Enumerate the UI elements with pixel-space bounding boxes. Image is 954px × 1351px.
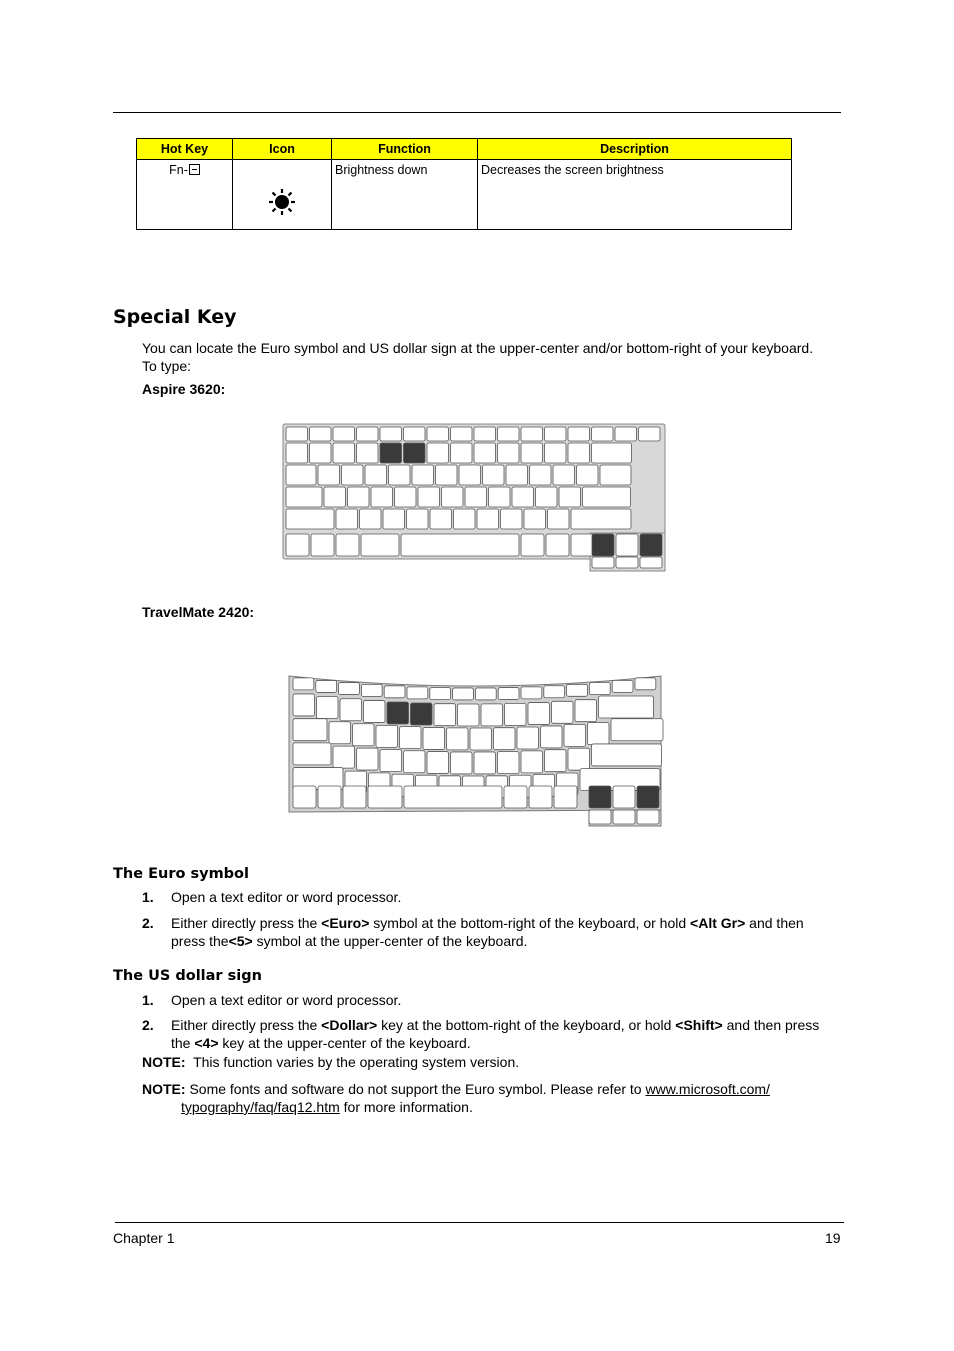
key	[474, 752, 496, 774]
key	[592, 557, 614, 568]
col-icon-header: Icon	[233, 139, 332, 160]
euro-title: The Euro symbol	[113, 866, 249, 882]
key	[451, 443, 473, 463]
key	[521, 751, 543, 773]
key	[521, 687, 542, 699]
dollar-step2-a: Either directly press the	[171, 1017, 322, 1033]
key	[453, 688, 474, 700]
key	[357, 748, 379, 770]
key	[588, 723, 610, 745]
key	[583, 487, 631, 507]
key	[521, 534, 544, 556]
key	[430, 688, 451, 700]
euro-step2-e: and then	[745, 915, 804, 931]
key	[546, 534, 569, 556]
note-1-text: This function varies by the operating system version.	[193, 1054, 520, 1070]
key	[368, 786, 402, 808]
function-text: Brightness down	[335, 163, 428, 177]
key	[589, 810, 611, 824]
key	[407, 687, 428, 699]
aspire-keyboard-illustration	[282, 423, 667, 573]
table-header-row	[137, 139, 792, 160]
key	[401, 534, 519, 556]
dollar-step2-number: 2.	[142, 1017, 154, 1033]
key	[474, 427, 496, 441]
section-title: Special Key	[113, 306, 237, 328]
key	[575, 700, 597, 722]
four-key-label: <4>	[194, 1034, 219, 1051]
dollar-step1-text: Open a text editor or word processor.	[171, 992, 402, 1008]
key	[436, 465, 458, 485]
key	[316, 680, 337, 692]
key	[361, 684, 382, 696]
key	[498, 427, 520, 441]
key	[286, 427, 308, 441]
key	[553, 465, 575, 485]
key	[568, 443, 590, 463]
currency-key	[592, 534, 614, 556]
key	[577, 465, 599, 485]
key	[400, 727, 422, 749]
key	[536, 487, 558, 507]
model-label-aspire: Aspire 3620:	[142, 381, 226, 397]
key	[427, 427, 449, 441]
travelmate-keyboard-illustration	[285, 670, 665, 830]
dollar-step2-c: key at the bottom-right of the keyboard, or hold	[377, 1017, 676, 1033]
key	[371, 487, 393, 507]
currency-key	[380, 443, 402, 463]
key	[564, 724, 586, 746]
key	[541, 726, 563, 748]
key	[434, 704, 456, 726]
key	[612, 680, 633, 692]
key	[545, 443, 567, 463]
key	[427, 443, 449, 463]
key	[286, 509, 334, 529]
key	[423, 727, 445, 749]
note-1	[142, 1054, 519, 1070]
col-hotkey-header: Hot Key	[137, 139, 233, 160]
key	[333, 427, 355, 441]
key	[616, 534, 638, 556]
euro-key-label: <Euro>	[321, 915, 370, 931]
description-text: Decreases the screen brightness	[481, 163, 664, 177]
key	[329, 722, 351, 744]
key	[524, 509, 546, 529]
key	[310, 443, 332, 463]
function-cell	[332, 160, 478, 230]
euro-step2-a: Either directly press the	[171, 915, 322, 931]
key	[592, 744, 662, 766]
key	[477, 509, 499, 529]
key	[592, 427, 614, 441]
currency-key	[637, 786, 659, 808]
euro-step1-number: 1.	[142, 889, 154, 905]
key	[512, 487, 534, 507]
key	[357, 427, 379, 441]
key	[418, 487, 440, 507]
col-function-header: Function	[332, 139, 478, 160]
key	[517, 727, 539, 749]
key	[293, 678, 314, 690]
euro-step1-text: Open a text editor or word processor.	[171, 889, 402, 905]
key	[554, 786, 577, 808]
key	[521, 427, 543, 441]
key	[293, 743, 331, 765]
key	[361, 534, 399, 556]
key	[310, 427, 332, 441]
note-2	[142, 1080, 842, 1116]
key	[559, 487, 581, 507]
key	[505, 703, 527, 725]
key	[501, 509, 523, 529]
key	[333, 443, 355, 463]
key	[364, 701, 386, 723]
key	[336, 534, 359, 556]
key	[286, 534, 309, 556]
dollar-step2-h: key at the upper-center of the keyboard.	[218, 1034, 471, 1051]
key	[545, 427, 567, 441]
shift-key-label: <Shift>	[675, 1017, 723, 1033]
key	[571, 509, 631, 529]
key	[506, 465, 528, 485]
key	[498, 752, 520, 774]
key	[353, 724, 375, 746]
key	[459, 465, 481, 485]
key	[568, 748, 590, 770]
currency-key	[387, 702, 409, 724]
key	[504, 786, 527, 808]
key	[567, 684, 588, 696]
key	[380, 427, 402, 441]
key	[451, 427, 473, 441]
key	[286, 487, 322, 507]
currency-key	[411, 703, 433, 725]
key	[412, 465, 434, 485]
key	[343, 786, 366, 808]
col-description-header: Description	[478, 139, 792, 160]
key	[615, 427, 637, 441]
note-2-text-a: Some fonts and software do not support the Euro symbol. Please refer to	[189, 1081, 646, 1097]
intro-line-1: You can locate the Euro symbol and US dollar sign at the upper-center and/or bottom-right of your keyboard.	[142, 340, 814, 356]
footer-page-number: 19	[825, 1230, 841, 1246]
description-cell	[478, 160, 792, 230]
key	[348, 487, 370, 507]
key	[458, 704, 480, 726]
key	[380, 750, 402, 772]
key	[465, 487, 487, 507]
key	[571, 534, 594, 556]
key	[311, 534, 334, 556]
key	[616, 557, 638, 568]
key	[568, 427, 590, 441]
key	[521, 443, 543, 463]
dollar-step2-e: and then press	[722, 1017, 820, 1033]
key	[395, 487, 417, 507]
key	[639, 427, 661, 441]
dollar-title: The US dollar sign	[113, 968, 262, 984]
currency-key	[589, 786, 611, 808]
key	[447, 728, 469, 750]
key	[529, 786, 552, 808]
dollar-step2-f: the	[171, 1034, 195, 1051]
icon-cell	[233, 160, 332, 230]
key	[324, 487, 346, 507]
key	[635, 678, 656, 690]
key	[589, 683, 610, 695]
key	[342, 465, 364, 485]
key	[333, 746, 355, 768]
key	[494, 728, 516, 750]
dollar-step2-text	[171, 1017, 843, 1052]
key	[637, 810, 659, 824]
key	[451, 752, 473, 774]
key	[293, 694, 315, 716]
key	[592, 443, 632, 463]
key	[404, 751, 426, 773]
key	[317, 697, 339, 719]
key	[498, 688, 519, 700]
key	[613, 810, 635, 824]
top-rule	[113, 112, 841, 113]
key	[548, 509, 570, 529]
key	[454, 509, 476, 529]
key	[470, 728, 492, 750]
key	[357, 443, 379, 463]
key	[293, 719, 327, 741]
altgr-key-label: <Alt Gr>	[690, 915, 746, 931]
key	[286, 465, 316, 485]
table-row	[137, 160, 792, 230]
hotkey-text: Fn-	[169, 163, 188, 177]
key	[489, 487, 511, 507]
key	[340, 699, 362, 721]
key	[552, 701, 574, 723]
key	[545, 750, 567, 772]
key	[365, 465, 387, 485]
key	[442, 487, 464, 507]
euro-step2-c: symbol at the bottom-right of the keyboard, or hold	[369, 915, 691, 931]
key	[528, 703, 550, 725]
euro-step2-number: 2.	[142, 915, 154, 931]
microsoft-link-part2[interactable]: typography/faq/faq12.htm	[181, 1099, 340, 1115]
model-label-travelmate: TravelMate 2420:	[142, 604, 255, 620]
key	[613, 786, 635, 808]
hotkey-table	[136, 138, 792, 230]
footer-rule	[115, 1222, 844, 1223]
sun-brightness-icon	[233, 160, 331, 226]
key	[599, 696, 654, 718]
key	[544, 686, 565, 698]
key	[404, 427, 426, 441]
key	[339, 683, 360, 695]
key	[293, 786, 316, 808]
key	[286, 443, 308, 463]
euro-step2-text	[171, 915, 843, 950]
key	[611, 719, 663, 741]
key	[336, 509, 358, 529]
key	[498, 443, 520, 463]
note-1-label: NOTE:	[142, 1054, 186, 1070]
key	[389, 465, 411, 485]
key	[404, 786, 502, 808]
key	[376, 725, 398, 747]
key	[318, 786, 341, 808]
intro-line-2: To type:	[142, 358, 192, 374]
key	[600, 465, 631, 485]
brightness-key-icon	[189, 164, 200, 175]
euro-step2-f: press the	[171, 932, 229, 949]
key	[475, 688, 496, 700]
euro-step2-h: symbol at the upper-center of the keyboard.	[252, 932, 528, 949]
hotkey-cell	[137, 160, 233, 230]
key	[530, 465, 552, 485]
key	[474, 443, 496, 463]
microsoft-link-part1[interactable]: www.microsoft.com/	[645, 1081, 770, 1097]
key	[407, 509, 429, 529]
dollar-step1-number: 1.	[142, 992, 154, 1008]
key	[481, 704, 503, 726]
key	[360, 509, 382, 529]
currency-key	[404, 443, 426, 463]
currency-key	[640, 534, 662, 556]
footer-chapter: Chapter 1	[113, 1230, 175, 1246]
key	[427, 752, 449, 774]
key	[640, 557, 662, 568]
dollar-key-label: <Dollar>	[321, 1017, 378, 1033]
key	[430, 509, 452, 529]
key	[384, 686, 405, 698]
key	[318, 465, 340, 485]
key	[383, 509, 405, 529]
note-2-text-b: for more information.	[339, 1099, 473, 1115]
note-2-label: NOTE:	[142, 1081, 186, 1097]
intro-paragraph	[142, 339, 842, 375]
five-key-label: <5>	[228, 932, 253, 949]
key	[483, 465, 505, 485]
